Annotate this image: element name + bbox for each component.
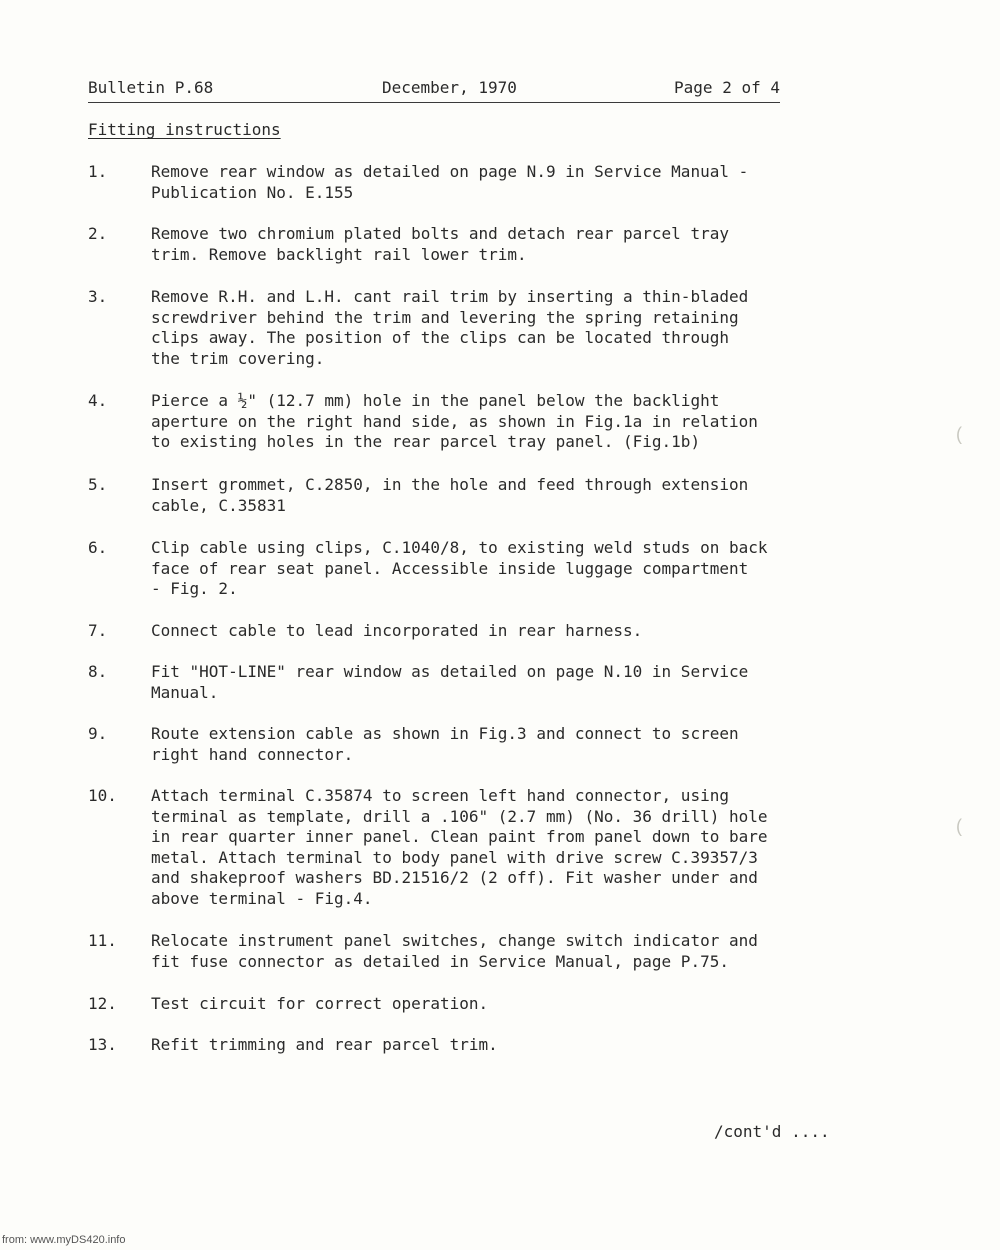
step-number: 5.	[88, 475, 108, 494]
punch-hole-mark: (	[956, 816, 962, 836]
step-text-line: Refit trimming and rear parcel trim.	[151, 1035, 498, 1054]
step-text-line: right hand connector.	[151, 744, 354, 764]
page-number: Page 2 of 4	[674, 78, 780, 97]
step-number: 1.	[88, 162, 108, 181]
step-text	[151, 621, 851, 642]
step-text-line: aperture on the right hand side, as shown in Fig.1a in relation	[151, 411, 758, 431]
bulletin-number: Bulletin P.68	[88, 78, 214, 97]
step-text-line: above terminal - Fig.4.	[151, 888, 373, 908]
step-text-line: Clip cable using clips, C.1040/8, to existing weld studs on back	[151, 538, 768, 557]
continued-marker: /cont'd ....	[714, 1122, 830, 1141]
step-text	[151, 391, 851, 453]
step-number: 10.	[88, 786, 117, 805]
step-text-line: terminal as template, drill a .106" (2.7 mm) (No. 36 drill) hole	[151, 806, 768, 826]
step-text-line: Fit "HOT-LINE" rear window as detailed on page N.10 in Service	[151, 662, 749, 681]
step-text	[151, 724, 851, 765]
step-text-line: - Fig. 2.	[151, 579, 238, 598]
source-footer: from: www.myDS420.info	[2, 1234, 126, 1246]
step-text-line: fit fuse connector as detailed in Service Manual, page P.75.	[151, 951, 729, 971]
step-text-line: to existing holes in the rear parcel tray panel. (Fig.1b)	[151, 432, 701, 451]
step-text	[151, 1035, 851, 1056]
step-text	[151, 475, 851, 516]
step-number: 12.	[88, 994, 117, 1013]
section-title: Fitting instructions	[88, 120, 281, 139]
step-text-line: Remove rear window as detailed on page N.9 in Service Manual -	[151, 162, 749, 181]
step-number: 4.	[88, 391, 108, 410]
step-text	[151, 224, 851, 265]
step-text-line: and shakeproof washers BD.21516/2 (2 off). Fit washer under and	[151, 868, 758, 887]
step-text-line: screwdriver behind the trim and levering the spring retaining	[151, 307, 739, 327]
step-text	[151, 162, 851, 203]
step-text-line: Route extension cable as shown in Fig.3 and connect to screen	[151, 724, 739, 743]
step-text-line: in rear quarter inner panel. Clean paint from panel down to bare	[151, 827, 768, 846]
step-text-line: Pierce a ½" (12.7 mm) hole in the panel below the backlight	[151, 391, 720, 410]
bulletin-header	[88, 78, 780, 103]
step-number: 8.	[88, 662, 108, 681]
bulletin-date: December, 1970	[382, 78, 517, 97]
step-number: 7.	[88, 621, 108, 640]
step-text	[151, 662, 851, 703]
step-text-line: Remove two chromium plated bolts and detach rear parcel tray	[151, 224, 729, 243]
step-text-line: Connect cable to lead incorporated in rear harness.	[151, 621, 643, 640]
step-text-line: clips away. The position of the clips can be located through	[151, 328, 729, 347]
step-text	[151, 931, 851, 972]
step-text-line: Relocate instrument panel switches, change switch indicator and	[151, 931, 758, 950]
step-text-line: metal. Attach terminal to body panel with drive screw C.39357/3	[151, 847, 758, 867]
step-text-line: Remove R.H. and L.H. cant rail trim by inserting a thin-bladed	[151, 287, 749, 306]
step-number: 2.	[88, 224, 108, 243]
step-text	[151, 786, 851, 909]
step-text-line: the trim covering.	[151, 348, 325, 368]
step-text-line: trim. Remove backlight rail lower trim.	[151, 244, 527, 264]
step-text-line: Publication No. E.155	[151, 182, 354, 202]
punch-hole-mark: (	[956, 424, 962, 444]
step-number: 9.	[88, 724, 108, 743]
step-text-line: Insert grommet, C.2850, in the hole and feed through extension	[151, 475, 749, 494]
step-text-line: cable, C.35831	[151, 495, 286, 515]
step-number: 11.	[88, 931, 117, 950]
step-text-line: Manual.	[151, 682, 219, 702]
step-text-line: Test circuit for correct operation.	[151, 994, 489, 1013]
step-text-line: face of rear seat panel. Accessible inside luggage compartment	[151, 558, 749, 578]
step-number: 13.	[88, 1035, 117, 1054]
step-text	[151, 287, 851, 369]
step-text	[151, 994, 851, 1015]
step-number: 6.	[88, 538, 108, 557]
step-text-line: Attach terminal C.35874 to screen left hand connector, using	[151, 786, 729, 805]
step-text	[151, 538, 851, 600]
step-number: 3.	[88, 287, 108, 306]
